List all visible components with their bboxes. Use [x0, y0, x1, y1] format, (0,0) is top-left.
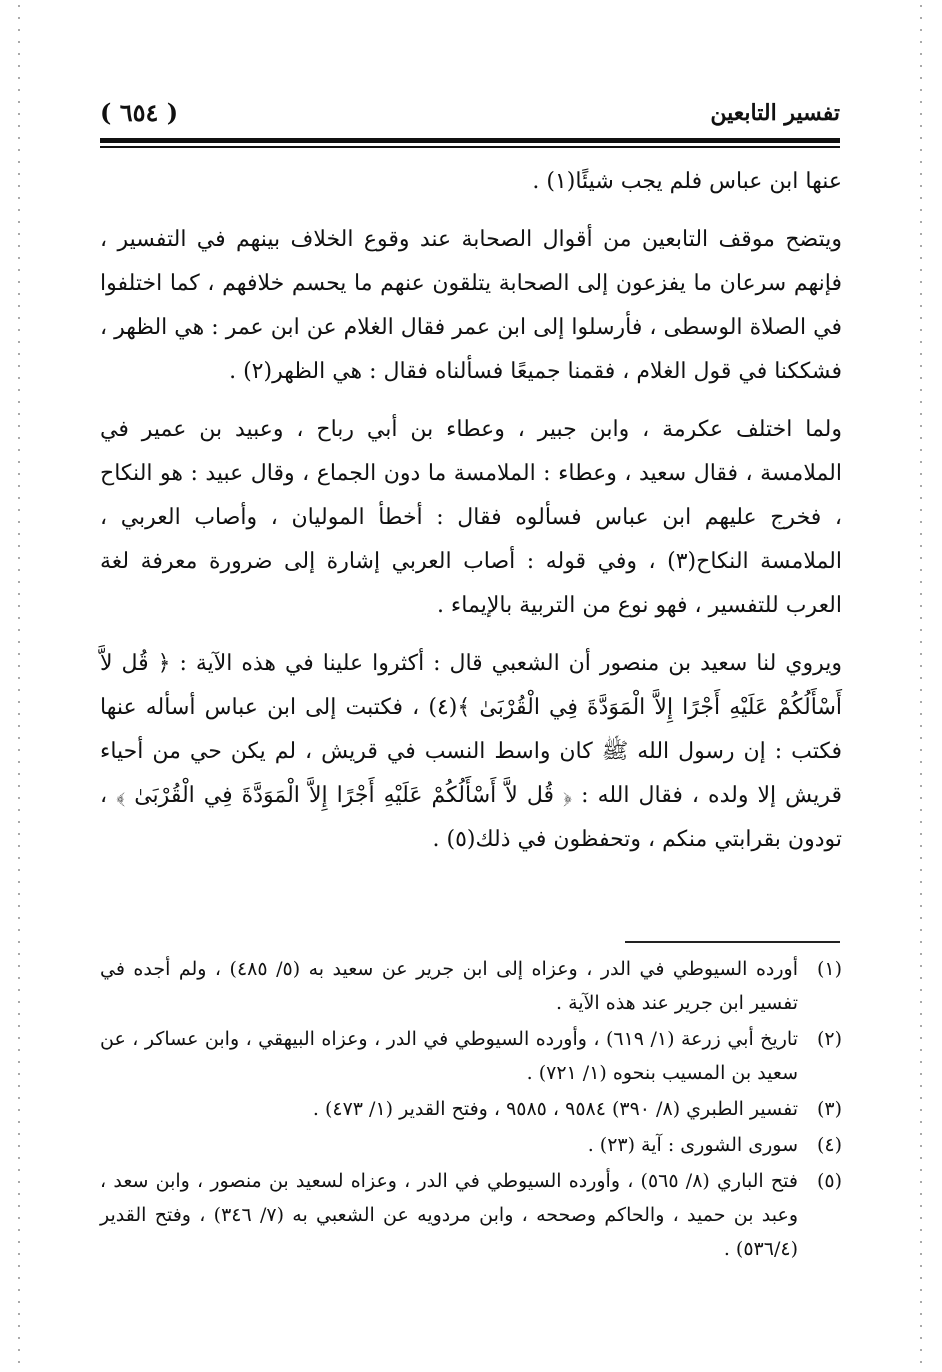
footnote	[100, 1164, 842, 1266]
paragraph: ولما اختلف عكرمة ، وابن جبير ، وعطاء بن أبي رباح ، وعبيد بن عمير في الملامسة ، فقال سعيد ، وعطاء : الملامسة ما دون الجماع ، وقال عبيد : هو النكاح ، فخرج عليهم ابن عباس فسألوه فقال : أخطأ الموليان ، وأصاب العربي ، الملامسة النكاح(٣) ، وفي قوله : أصاب العربي إشارة إلى ضرورة معرفة لغة العرب للتفسير ، فهو نوع من التربية بالإيماء .	[100, 417, 842, 618]
paragraph: عنها ابن عباس فلم يجب شيئًا(١) .	[532, 169, 842, 194]
paragraph: ويروي لنا سعيد بن منصور أن الشعبي قال : أكثروا علينا في هذه الآية : ﴿ قُل لاَّ أَسْأَلُكُمْ عَلَيْهِ أَجْرًا إِلاَّ الْمَوَدَّةَ فِي الْقُرْبَىٰ ﴾(٤) ، فكتبت إلى ابن عباس أسأله عنها فكتب : إن رسول الله ﷺ كان واسط النسب في قريش ، لم يكن حي من أحياء قريش إلا ولده ، فقال الله : ﴿ قُل لاَّ أَسْأَلُكُمْ عَلَيْهِ أَجْرًا إِلاَّ الْمَوَدَّةَ فِي الْقُرْبَىٰ ﴾ ، تودون بقرابتي منكم ، وتحفظون في ذلك(٥) .	[100, 651, 842, 852]
header-rule-thin	[100, 146, 840, 148]
footnote-number: (٣)	[816, 1098, 842, 1120]
footnote-number: (٤)	[816, 1134, 842, 1156]
footnote-text: تاريخ أبي زرعة (١/ ٦١٩) ، وأورده السيوطي في الدر ، وعزاه البيهقي ، وابن عساكر ، عن سعيد بن المسيب بنحوه (١/ ٧٢١) .	[100, 1028, 798, 1084]
footnote	[100, 1128, 842, 1162]
footnote-text: تفسير الطبري (٨/ ٣٩٠) ٩٥٨٤ ، ٩٥٨٥ ، وفتح القدير (١/ ٤٧٣) .	[312, 1098, 798, 1120]
page-header	[100, 96, 840, 132]
page-number: ( ٦٥٤ )	[100, 98, 179, 127]
main-text	[100, 160, 842, 862]
paragraph: ويتضح موقف التابعين من أقوال الصحابة عند وقوع الخلاف بينهم في التفسير ، فإنهم سرعان ما يفزعون إلى الصحابة يتلقون عنهم ما يحسم خلافهم ، كما اختلفوا في الصلاة الوسطى ، فأرسلوا إلى ابن عمر فقال الغلام عن ابن عمر : هي الظهر ، فشككنا في قول الغلام ، فقمنا جميعًا فسألناه فقال : هي الظهر(٢) .	[100, 227, 842, 384]
footnote-number: (٢)	[816, 1028, 842, 1050]
footnote-number: (١)	[816, 958, 842, 980]
footnote-text: سورى الشورى : آية (٢٣) .	[587, 1134, 798, 1156]
page-edge-dots-left	[18, 0, 20, 1372]
footnote-text: فتح الباري (٨/ ٥٦٥) ، وأورده السيوطي في الدر ، وعزاه لسعيد بن منصور ، وابن سعد ، وعبد بن حميد ، والحاكم وصححه ، وابن مردويه عن الشعبي به (٧/ ٣٤٦) ، وفتح القدير (٥٣٦/٤) .	[100, 1170, 799, 1260]
header-rule-thick	[100, 138, 840, 143]
footnote-separator	[625, 941, 840, 943]
book-title: تفسير التابعين	[710, 100, 840, 126]
footnote-number: (٥)	[816, 1170, 842, 1192]
footnote-text: أورده السيوطي في الدر ، وعزاه إلى ابن جرير عن سعيد به (٥/ ٤٨٥) ، ولم أجده في تفسير ابن جرير عند هذه الآية .	[100, 958, 798, 1014]
footnote	[100, 952, 842, 1020]
page-edge-dots-right	[920, 0, 922, 1372]
footnote	[100, 1092, 842, 1126]
footnote	[100, 1022, 842, 1090]
footnotes	[100, 952, 842, 1268]
